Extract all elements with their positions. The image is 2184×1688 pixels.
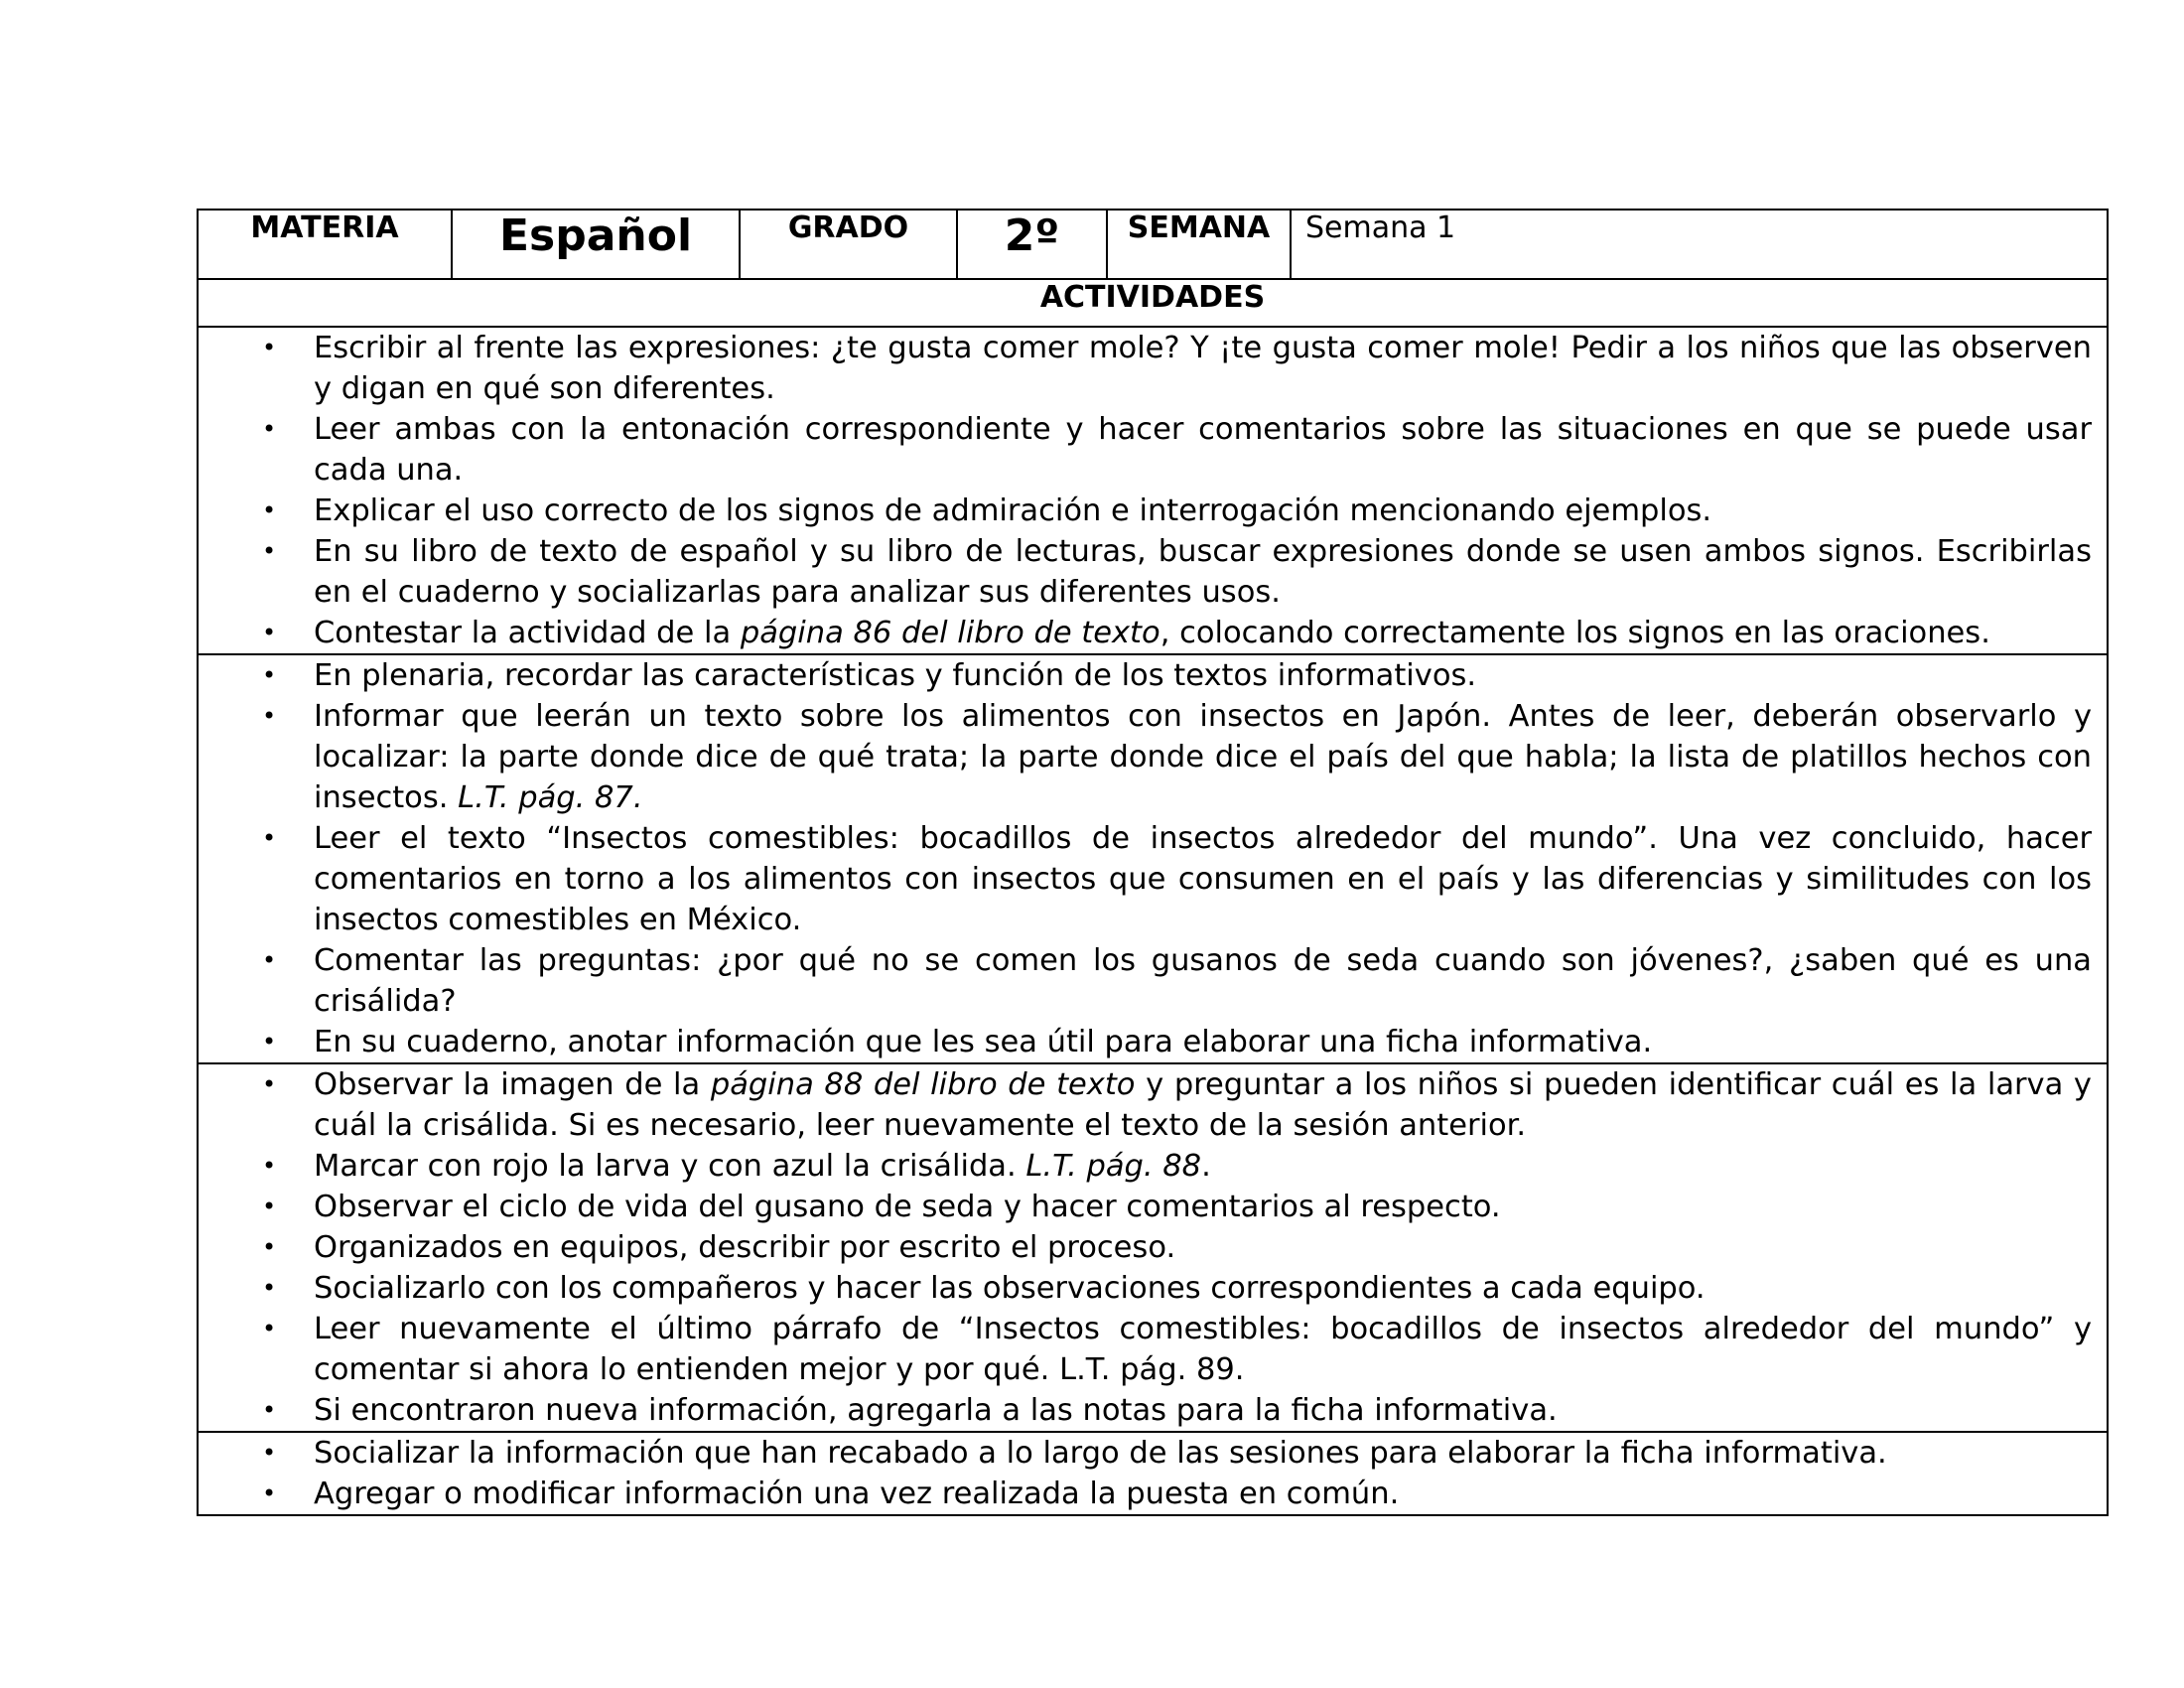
activity-item [199,696,2092,818]
activity-text: Informar que leerán un texto sobre los alimentos con insectos en Japón. Antes de leer, deberán observarlo y localizar: la parte donde dice de qué trata; la parte donde dice el país del que habla; la lista de platillos hechos con insectos. [314,699,2092,815]
semana-value: Semana 1 [1291,210,2108,279]
session-row [198,327,2108,654]
activity-item [199,409,2092,491]
activity-list [199,328,2107,653]
activity-text: Comentar las preguntas: ¿por qué no se comen los gusanos de seda cuando son jóvenes?, ¿saben qué es una crisálida? [314,943,2092,1019]
activity-item [199,613,2092,653]
activities-header-row [198,279,2108,327]
activity-text: Escribir al frente las expresiones: ¿te gusta comer mole? Y ¡te gusta comer mole! Pedir a los niños que las observen y digan en qué son diferentes. [314,331,2092,406]
activity-text: Socializar la información que han recabado a lo largo de las sesiones para elaborar la ficha informativa. [314,1436,1887,1471]
activity-text: En su cuaderno, anotar información que les sea útil para elaborar una ficha informativa. [314,1025,1653,1059]
session-cell [198,327,2108,654]
activity-text: En su libro de texto de español y su libro de lecturas, buscar expresiones donde se usen ambos signos. Escribirlas en el cuaderno y socializarlas para analizar sus diferentes usos. [314,534,2092,610]
session-cell [198,1432,2108,1515]
activity-item [199,328,2092,409]
lesson-plan-table [197,209,2109,1516]
activity-text: Observar la imagen de la [314,1067,711,1102]
activity-text: Contestar la actividad de la [314,616,741,650]
activity-item [199,491,2092,531]
activity-item [199,655,2092,696]
session-cell [198,1063,2108,1432]
activity-text: Leer ambas con la entonación correspondiente y hacer comentarios sobre las situaciones en que se puede usar cada una. [314,412,2092,488]
activity-item [199,1022,2092,1062]
grado-value: 2º [957,210,1107,279]
activity-item [199,1187,2092,1227]
activity-item [199,1390,2092,1431]
activity-item [199,1474,2092,1514]
session-row [198,654,2108,1063]
activity-text: . [1201,1149,1211,1184]
activity-item [199,531,2092,613]
activity-text: Marcar con rojo la larva y con azul la crisálida. [314,1149,1026,1184]
activity-text: Explicar el uso correcto de los signos de admiración e interrogación mencionando ejemplos. [314,493,1712,528]
activity-text: Organizados en equipos, describir por escrito el proceso. [314,1230,1176,1265]
activity-item [199,1309,2092,1390]
session-row [198,1063,2108,1432]
activity-text: Agregar o modificar información una vez realizada la puesta en común. [314,1477,1400,1511]
activity-item [199,940,2092,1022]
activity-text: Socializarlo con los compañeros y hacer las observaciones correspondientes a cada equipo. [314,1271,1706,1306]
activity-item [199,1268,2092,1309]
activity-item [199,1227,2092,1268]
activity-item [199,1433,2092,1474]
session-cell [198,654,2108,1063]
activity-list [199,655,2107,1062]
activity-text: Si encontraron nueva información, agregarla a las notas para la ficha informativa. [314,1393,1558,1428]
header-row [198,210,2108,279]
activity-text: y preguntar a los niños si pueden identificar cuál es la larva y cuál la crisálida. Si es necesario, leer nuevamente el texto de la sesión anterior. [314,1067,2092,1143]
materia-label: MATERIA [198,210,452,279]
activity-reference: página 86 del libro de texto [740,616,1160,650]
materia-value: Español [452,210,740,279]
activity-text: , colocando correctamente los signos en las oraciones. [1160,616,1990,650]
activity-item [199,818,2092,940]
activity-reference: L.T. pág. 88 [1025,1149,1202,1184]
activity-list [199,1433,2107,1514]
grado-label: GRADO [740,210,957,279]
activity-text: Leer el texto “Insectos comestibles: bocadillos de insectos alrededor del mundo”. Una vez concluido, hacer comentarios en torno a los alimentos con insectos que consumen en el país y las diferencias y similitudes con los insectos comestibles en México. [314,821,2092,937]
semana-label: SEMANA [1107,210,1291,279]
activity-text: Observar el ciclo de vida del gusano de seda y hacer comentarios al respecto. [314,1190,1501,1224]
activity-text: Leer nuevamente el último párrafo de “Insectos comestibles: bocadillos de insectos alrededor del mundo” y comentar si ahora lo entienden mejor y por qué. L.T. pág. 89. [314,1312,2092,1387]
activity-reference: página 88 del libro de texto [710,1067,1136,1102]
activity-text: En plenaria, recordar las características y función de los textos informativos. [314,658,1477,693]
activity-item [199,1064,2092,1146]
activity-reference: L.T. pág. 87. [458,780,643,815]
activity-item [199,1146,2092,1187]
activity-list [199,1064,2107,1431]
session-row [198,1432,2108,1515]
activities-title: ACTIVIDADES [198,279,2108,327]
